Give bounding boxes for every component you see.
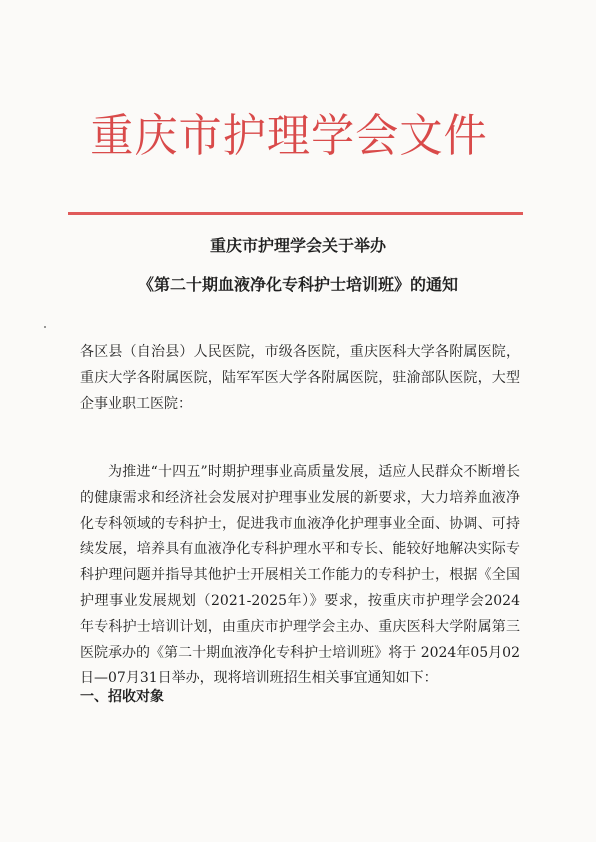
document-masthead: 重庆市护理学会文件 [90, 109, 488, 162]
body-paragraph-1: 为推进“十四五”时期护理事业高质量发展，适应人民群众不断增长的健康需求和经济社会发展对护理事业发展的新要求，大力培养血液净化专科领域的专科护士，促进我市血液净化护理事业全面、协调、可持续发展，培养具有血液净化专科护理水平和专长、能较好地解决实际专科护理问题并指导其他护士开展相关工作能力的专科护士，根据《全国护理事业发展规划（2021-2025年）》要求，按重庆市护理学会2024年专科护士培训计划，由重庆市护理学会主办、重庆医科大学附属第三医院承办的《第二十期血液净化专科护士培训班》将于 2024年05月02日—07月31日举办，现将培训班招生相关事宜通知如下： [80, 464, 520, 687]
notice-title-line-2: 《第二十期血液净化专科护士培训班》的通知 [137, 275, 458, 294]
section-heading-1: 一、招收对象 [80, 689, 164, 705]
masthead-red-rule [68, 212, 523, 215]
scan-speck [44, 326, 46, 328]
notice-title-line-1: 重庆市护理学会关于举办 [209, 236, 386, 255]
addressee-paragraph: 各区县（自治县）人民医院，市级各医院，重庆医科大学各附属医院，重庆大学各附属医院，陆军军医大学各附属医院，驻渝部队医院，大型企事业职工医院： [80, 344, 520, 412]
